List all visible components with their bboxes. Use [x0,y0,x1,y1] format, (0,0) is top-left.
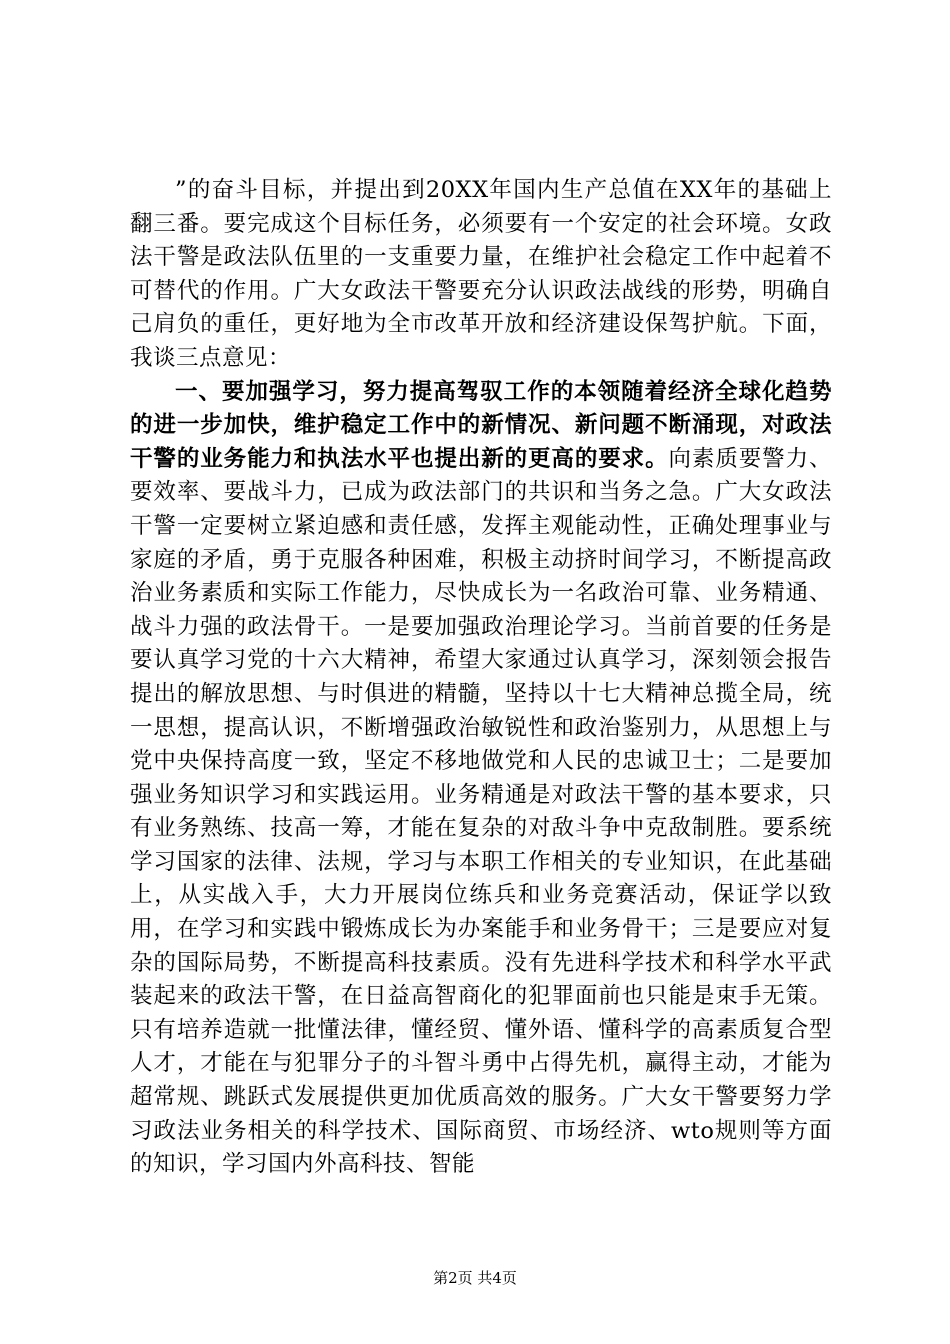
page-number-footer: 第2页 共4页 [433,1269,517,1287]
paragraph-section-one [130,376,832,1182]
paragraph-intro [130,174,832,376]
section-one-heading: 一、要加强学习，努力提高驾驭工作的本领随着经济全球化趋势的进一步加快，维护稳定工作中的新情况、新问题不断涌现，对政法干警的业务能力和执法水平也提出新的更高的要求。 [130,378,832,472]
document-body [130,174,832,1182]
paragraph-intro-text: ”的奋斗目标，并提出到20XX年国内生产总值在XX年的基础上翻三番。要完成这个目标任务，必须要有一个安定的社会环境。女政法干警是政法队伍里的一支重要力量，在维护社会稳定工作中起着不可替代的作用。广大女政法干警要充分认识政法战线的形势，明确自己肩负的重任，更好地为全市改革开放和经济建设保驾护航。下面，我谈三点意见： [130,177,832,371]
section-one-text: 向素质要警力、要效率、要战斗力，已成为政法部门的共识和当务之急。广大女政法干警一定要树立紧迫感和责任感，发挥主观能动性，正确处理事业与家庭的矛盾，勇于克服各种困难，积极主动挤时间学习，不断提高政治业务素质和实际工作能力，尽快成长为一名政治可靠、业务精通、战斗力强的政法骨干。一是要加强政治理论学习。当前首要的任务是要认真学习党的十六大精神，希望大家通过认真学习，深刻领会报告提出的解放思想、与时俱进的精髓，坚持以十七大精神总揽全局，统一思想，提高认识，不断增强政治敏锐性和政治鉴别力，从思想上与党中央保持高度一致，坚定不移地做党和人民的忠诚卫士；二是要加强业务知识学习和实践运用。业务精通是对政法干警的基本要求，只有业务熟练、技高一筹，才能在复杂的对敌斗争中克敌制胜。要系统学习国家的法律、法规，学习与本职工作相关的专业知识，在此基础上，从实战入手，大力开展岗位练兵和业务竞赛活动，保证学以致用，在学习和实践中锻炼成长为办案能手和业务骨干；三是要应对复杂的国际局势，不断提高科技素质。没有先进科学技术和科学水平武装起来的政法干警，在日益高智商化的犯罪面前也只能是束手无策。只有培养造就一批懂法律，懂经贸、懂外语、懂科学的高素质复合型人才，才能在与犯罪分子的斗智斗勇中占得先机，赢得主动，才能为超常规、跳跃式发展提供更加优质高效的服务。广大女干警要努力学习政法业务相关的科学技术、国际商贸、市场经济、wto规则等方面的知识，学习国内外高科技、智能 [130,445,832,1178]
